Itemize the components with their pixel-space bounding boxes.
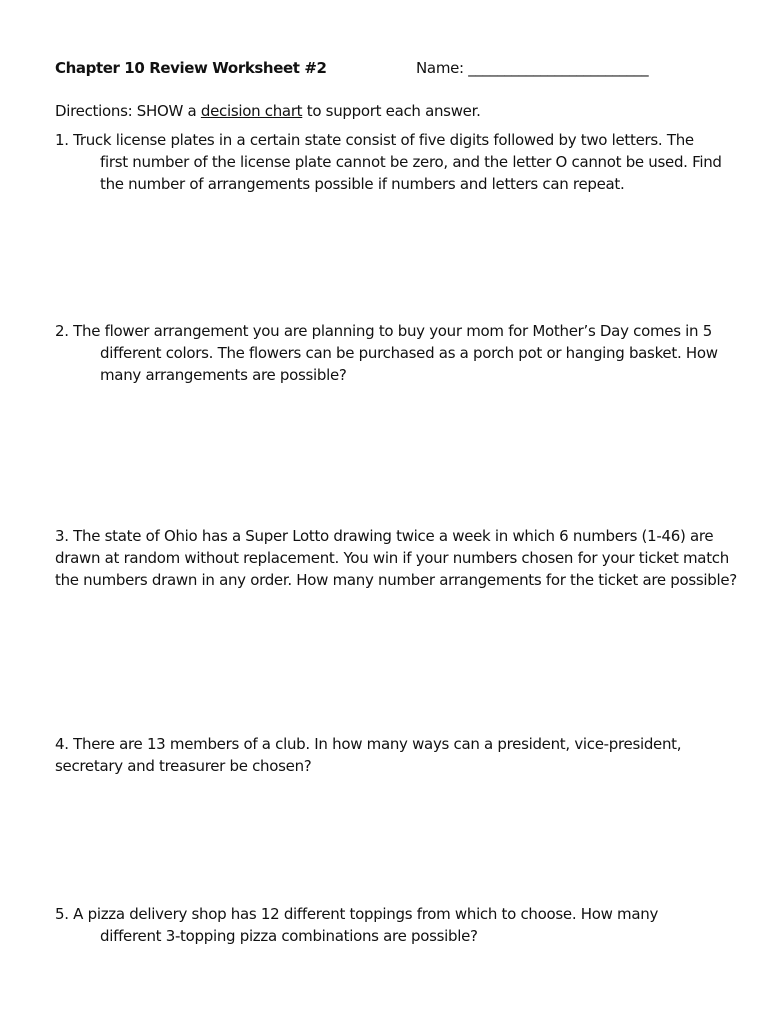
question-text-line: different colors. The flowers can be purchased as a porch pot or hanging basket. How — [100, 344, 718, 362]
directions-suffix: to support each answer. — [302, 102, 481, 120]
directions-prefix: Directions: SHOW a — [55, 102, 201, 120]
question-text-line: drawn at random without replacement. You win if your numbers chosen for your ticket match — [55, 549, 729, 567]
directions-underlined: decision chart — [200, 102, 303, 120]
question-text-line: many arrangements are possible? — [100, 366, 347, 384]
name-blank: _________________________ — [468, 59, 649, 77]
question-text-line: 1. Truck license plates in a certain state consist of five digits followed by two letters. The — [55, 131, 694, 149]
question-text-line: the numbers drawn in any order. How many number arrangements for the ticket are possible? — [55, 571, 737, 589]
name-field — [416, 57, 648, 79]
directions — [55, 100, 481, 122]
question-text-line: the number of arrangements possible if numbers and letters can repeat. — [100, 175, 625, 193]
question-text-line: 4. There are 13 members of a club. In how many ways can a president, vice-president, — [55, 735, 682, 753]
question-text-line: 5. A pizza delivery shop has 12 different toppings from which to choose. How many — [55, 905, 659, 923]
question-text-line: different 3-topping pizza combinations are possible? — [100, 927, 478, 945]
question-text-line: 2. The flower arrangement you are planning to buy your mom for Mother’s Day comes in 5 — [55, 322, 712, 340]
question-text-line: first number of the license plate cannot be zero, and the letter O cannot be used. Find — [100, 153, 722, 171]
question-text-line: 3. The state of Ohio has a Super Lotto drawing twice a week in which 6 numbers (1-46) are — [55, 527, 714, 545]
worksheet-title: Chapter 10 Review Worksheet #2 — [55, 59, 327, 77]
name-label: Name: — [416, 59, 469, 77]
question-text-line: secretary and treasurer be chosen? — [55, 757, 312, 775]
